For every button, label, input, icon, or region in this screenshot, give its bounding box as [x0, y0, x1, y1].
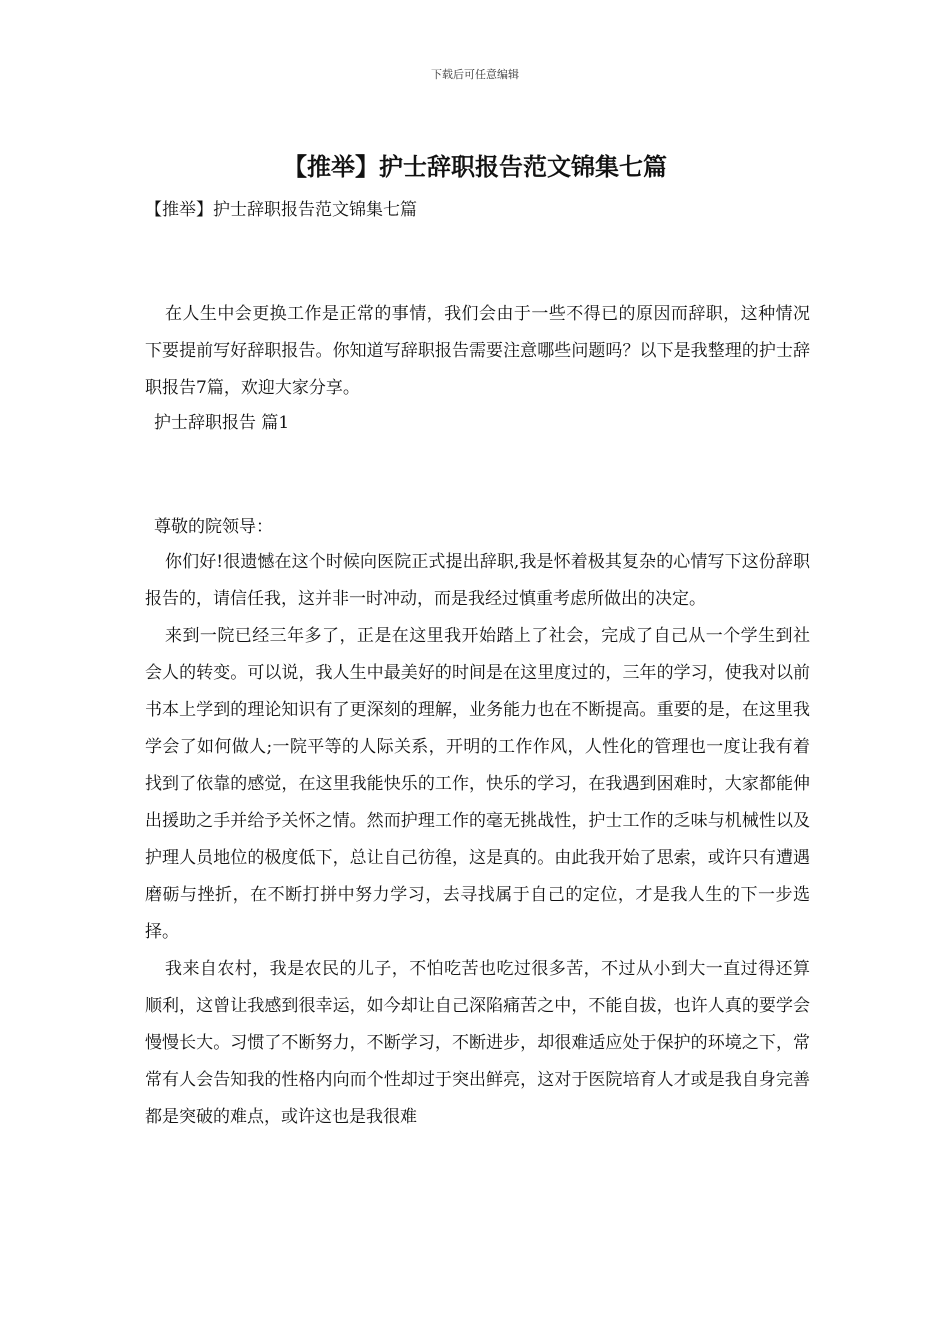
header-note: 下载后可任意编辑	[431, 68, 519, 81]
intro-paragraph: 在人生中会更换工作是正常的事情，我们会由于一些不得已的原因而辞职，这种情况下要提前写好辞职报告。你知道写辞职报告需要注意哪些问题吗？以下是我整理的护士辞职报告7篇，欢迎大家分享。	[145, 304, 810, 398]
letter-paragraph: 我来自农村，我是农民的儿子，不怕吃苦也吃过很多苦，不过从小到大一直过得还算顺利，这曾让我感到很幸运，如今却让自己深陷痛苦之中，不能自拔，也许人真的要学会慢慢长大。习惯了不断努力，不断学习，不断进步，却很难适应处于保护的环境之下，常常有人会告知我的性格内向而个性却过于突出鲜亮，这对于医院培育人才或是我自身完善都是突破的难点，或许这也是我很难	[145, 959, 810, 1127]
letter-body	[145, 544, 810, 1136]
document-title: 【推举】护士辞职报告范文锦集七篇	[283, 152, 667, 181]
letter-greeting: 尊敬的院领导：	[154, 517, 273, 537]
section-heading: 护士辞职报告 篇1	[154, 413, 290, 433]
letter-paragraph: 来到一院已经三年多了，正是在这里我开始踏上了社会，完成了自己从一个学生到社会人的转变。可以说，我人生中最美好的时间是在这里度过的，三年的学习，使我对以前书本上学到的理论知识有了更深刻的理解，业务能力也在不断提高。重要的是，在这里我学会了如何做人;一院平等的人际关系，开明的工作作风，人性化的管理也一度让我有着找到了依靠的感觉，在这里我能快乐的工作，快乐的学习，在我遇到困难时，大家都能伸出援助之手并给予关怀之情。然而护理工作的毫无挑战性，护士工作的乏味与机械性以及护理人员地位的极度低下，总让自己彷徨，这是真的。由此我开始了思索，或许只有遭遇磨砺与挫折，在不断打拼中努力学习，去寻找属于自己的定位，才是我人生的下一步选择。	[145, 626, 810, 942]
document-subtitle: 【推举】护士辞职报告范文锦集七篇	[145, 200, 417, 220]
letter-paragraph: 你们好!很遗憾在这个时候向医院正式提出辞职,我是怀着极其复杂的心情写下这份辞职报告的，请信任我，这并非一时冲动，而是我经过慎重考虑所做出的决定。	[145, 552, 810, 609]
intro-section	[145, 296, 810, 407]
